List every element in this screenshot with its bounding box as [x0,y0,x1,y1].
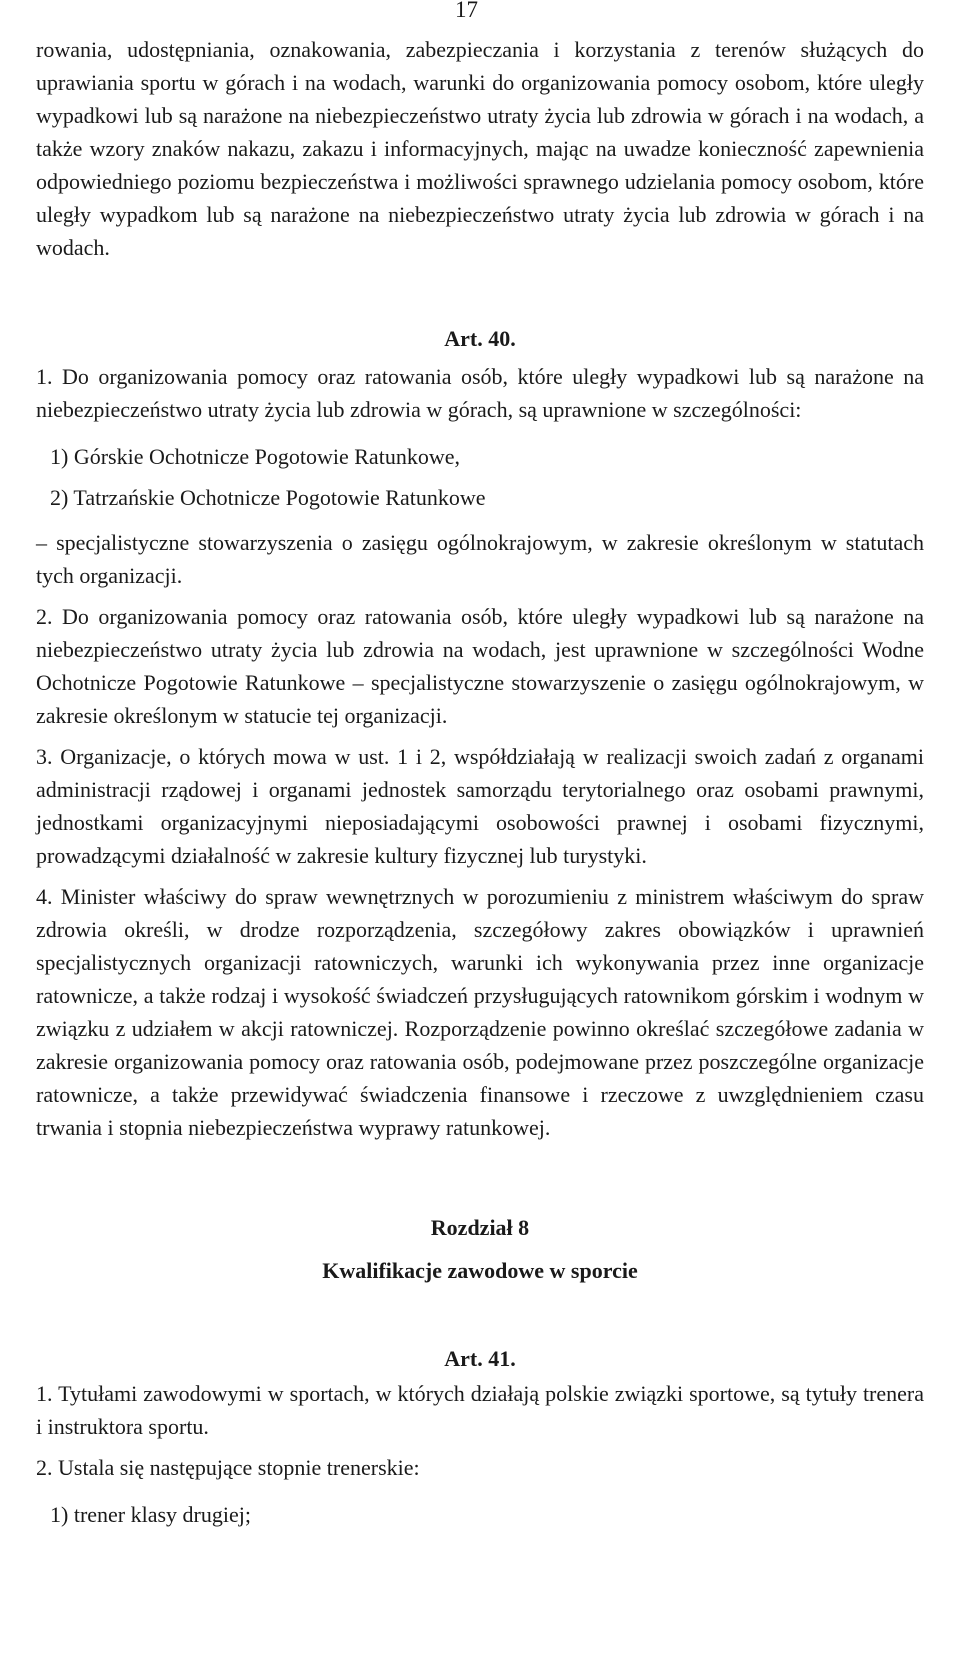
art40-list-item-2: 2) Tatrzańskie Ochotnicze Pogotowie Ratunkowe [50,485,486,510]
page-number: 17 [455,0,478,22]
art41-paragraph-2: 2. Ustala się następujące stopnie trenerskie: [36,1455,420,1480]
chapter-number: Rozdział 8 [430,1215,530,1240]
art40-paragraph-3: 3. Organizacje, o których mowa w ust. 1 i 2, współdziałają w realizacji swoich zadań z organami administracji rządowej i organami jednostek samorządu terytorialnego oraz osobami prawnymi, jednostkami organizacyjnymi nieposiadającymi osobowości prawnej i osobami fizycznymi, prowadzącymi działalność w zakresie kultury fizycznej lub turystyki. [36,744,924,868]
chapter-title: Kwalifikacje zawodowe w sporcie [322,1258,638,1283]
article-41-heading: Art. 41. [444,1346,516,1371]
document-body [36,33,924,1531]
intro-paragraph: rowania, udostępniania, oznakowania, zabezpieczania i korzystania z terenów służących do uprawiania sportu w górach i na wodach, warunki do organizowania pomocy osobom, które uległy wypadkowi lub są narażone na niebezpieczeństwo utraty życia lub zdrowia w górach i na wodach, a także wzory znaków nakazu, zakazu i informacyjnych, mając na uwadze konieczność zapewnienia odpowiedniego poziomu bezpieczeństwa i możliwości sprawnego udzielania pomocy osobom, które uległy wypadkom lub są narażone na niebezpieczeństwo utraty życia lub zdrowia w górach i na wodach. [36,37,924,260]
art40-paragraph-2: 2. Do organizowania pomocy oraz ratowania osób, które uległy wypadkowi lub są narażone na niebezpieczeństwo utraty życia lub zdrowia na wodach, jest uprawnione w szczególności Wodne Ochotnicze Pogotowie Ratunkowe – specjalistyczne stowarzyszenie o zasięgu ogólnokrajowym, w zakresie określonym w statucie tej organizacji. [36,604,924,728]
art40-list-item-1: 1) Górskie Ochotnicze Pogotowie Ratunkowe, [50,444,460,469]
art40-paragraph-1: 1. Do organizowania pomocy oraz ratowania osób, które uległy wypadkowi lub są narażone na niebezpieczeństwo utraty życia lub zdrowia w górach, są uprawnione w szczególności: [36,364,924,422]
article-40-heading: Art. 40. [444,326,516,351]
art41-list-item-1: 1) trener klasy drugiej; [50,1502,251,1527]
art40-paragraph-1-tail: – specjalistyczne stowarzyszenia o zasięgu ogólnokrajowym, w zakresie określonym w statutach tych organizacji. [36,530,924,588]
art41-paragraph-1: 1. Tytułami zawodowymi w sportach, w których działają polskie związki sportowe, są tytuły trenera i instruktora sportu. [36,1381,924,1439]
art40-paragraph-4: 4. Minister właściwy do spraw wewnętrznych w porozumieniu z ministrem właściwym do spraw zdrowia określi, w drodze rozporządzenia, szczegółowy zakres obowiązków i uprawnień specjalistycznych organizacji ratowniczych, warunki ich wykonywania przez inne organizacje ratownicze, a także rodzaj i wysokość świadczeń przysługujących ratownikom górskim i wodnym w związku z udziałem w akcji ratowniczej. Rozporządzenie powinno określać szczegółowe zadania w zakresie organizowania pomocy oraz ratowania osób, podejmowane przez poszczególne organizacje ratownicze, a także przewidywać świadczenia finansowe i rzeczowe z uwzględnieniem czasu trwania i stopnia niebezpieczeństwa wyprawy ratunkowej. [36,884,924,1140]
